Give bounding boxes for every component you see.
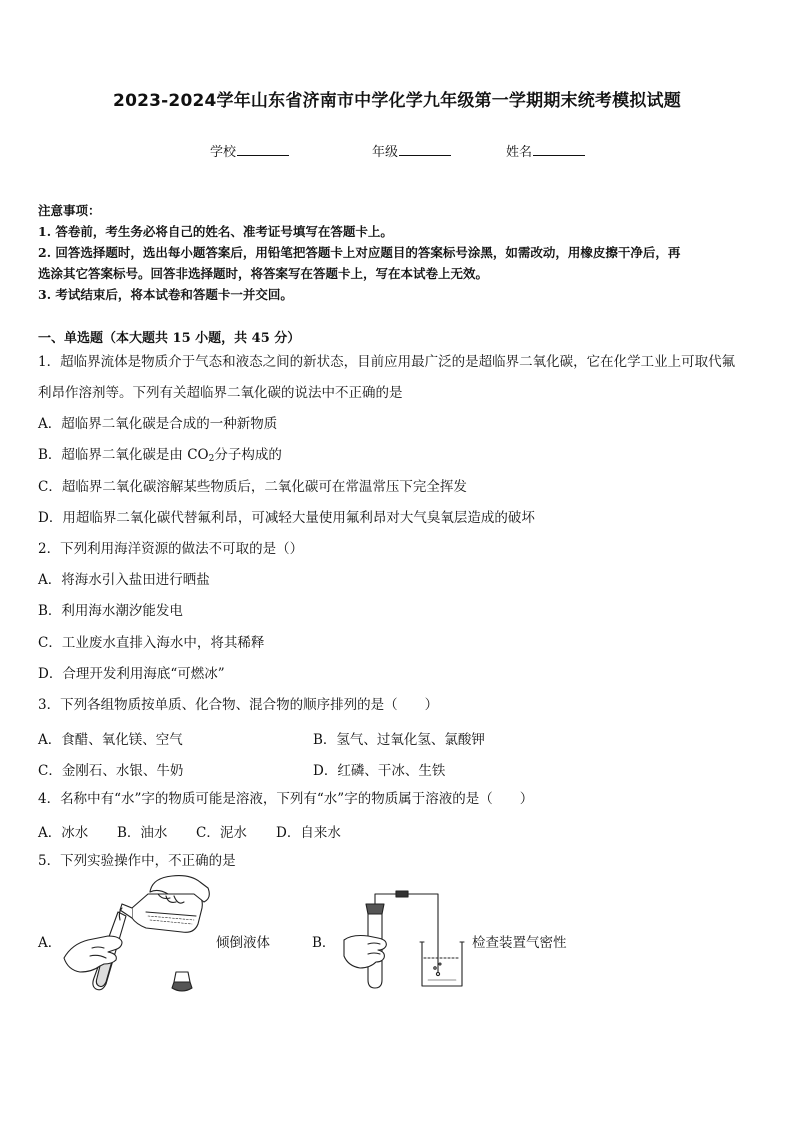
grade-label: 年级: [372, 145, 399, 160]
q2-option-d: D．合理开发利用海底“可燃冰”: [38, 666, 225, 682]
q3-option-b: B．氢气、过氧化氢、氯酸钾: [313, 732, 485, 748]
q5-option-b-caption: 检查装置气密性: [472, 935, 567, 951]
school-field: [210, 141, 289, 160]
grade-blank: [399, 143, 451, 156]
notice-block: [38, 200, 760, 305]
q1-stem-line2: 利昂作溶剂等。下列有关超临界二氧化碳的说法中不正确的是: [38, 385, 403, 401]
q5-option-a-caption: 倾倒液体: [216, 935, 270, 951]
school-blank: [237, 143, 289, 156]
q4-option-c: C．泥水: [196, 825, 247, 841]
name-field: [506, 141, 585, 160]
notice-item: 2. 回答选择题时，选出每小题答案后，用铅笔把答题卡上对应题目的答案标号涂黑，如需改动，用橡皮擦干净后，再: [38, 245, 681, 260]
q3-stem: 3．下列各组物质按单质、化合物、混合物的顺序排列的是（ ）: [38, 697, 439, 713]
q1-stem-line1: 1．超临界流体是物质介于气态和液态之间的新状态，目前应用最广泛的是超临界二氧化碳，它在化学工业上可取代氟: [38, 354, 736, 370]
notice-heading: 注意事项：: [38, 203, 101, 218]
q5-option-a-label: A．: [38, 935, 62, 951]
q5-stem: 5．下列实验操作中，不正确的是: [38, 853, 236, 869]
q1-option-b: [38, 446, 763, 468]
q1-option-b-text: B．超临界二氧化碳是由 CO: [38, 447, 209, 463]
q4-option-b: B．油水: [117, 825, 168, 841]
name-label: 姓名: [506, 145, 533, 160]
notice-item: 3. 考试结束后，将本试卷和答题卡一并交回。: [38, 287, 293, 302]
section-title: 一、单选题（本大题共 15 小题，共 45 分）: [38, 331, 301, 346]
q4-stem: 4．名称中有“水”字的物质可能是溶液，下列有“水”字的物质属于溶液的是（ ）: [38, 791, 534, 807]
notice-item: 选涂其它答案标号。回答非选择题时，将答案写在答题卡上，写在本试卷上无效。: [38, 266, 489, 281]
q1-option-b-subscript: 2: [208, 454, 215, 464]
q1-option-b-tail: 分子构成的: [214, 447, 282, 463]
grade-field: [372, 141, 451, 160]
pouring-liquid-figure: [62, 872, 212, 1000]
q3-option-a: A．食醋、氧化镁、空气: [38, 732, 183, 748]
q1-option-d: D．用超临界二氧化碳代替氟利昂，可减轻大量使用氟利昂对大气臭氧层造成的破坏: [38, 510, 535, 526]
q4-option-a: A．冰水: [38, 825, 89, 841]
q3-option-c: C．金刚石、水银、牛奶: [38, 763, 184, 779]
airtightness-check-figure: [338, 890, 468, 990]
q5-option-b-label: B．: [312, 935, 336, 951]
notice-item: 1. 答卷前，考生务必将自己的姓名、准考证号填写在答题卡上。: [38, 224, 393, 239]
school-label: 学校: [210, 145, 237, 160]
q2-stem: 2．下列利用海洋资源的做法不可取的是（）: [38, 541, 304, 557]
q4-option-d: D．自来水: [276, 825, 341, 841]
q2-option-a: A．将海水引入盐田进行晒盐: [38, 572, 210, 588]
exam-title: 2023-2024学年山东省济南市中学化学九年级第一学期期末统考模拟试题: [113, 91, 681, 111]
q2-option-c: C．工业废水直排入海水中，将其稀释: [38, 635, 265, 651]
q1-option-c: C．超临界二氧化碳溶解某些物质后，二氧化碳可在常温常压下完全挥发: [38, 479, 467, 495]
q1-option-a: A．超临界二氧化碳是合成的一种新物质: [38, 416, 278, 432]
q2-option-b: B．利用海水潮汐能发电: [38, 603, 183, 619]
q3-option-d: D．红磷、干冰、生铁: [313, 763, 446, 779]
name-blank: [533, 143, 585, 156]
